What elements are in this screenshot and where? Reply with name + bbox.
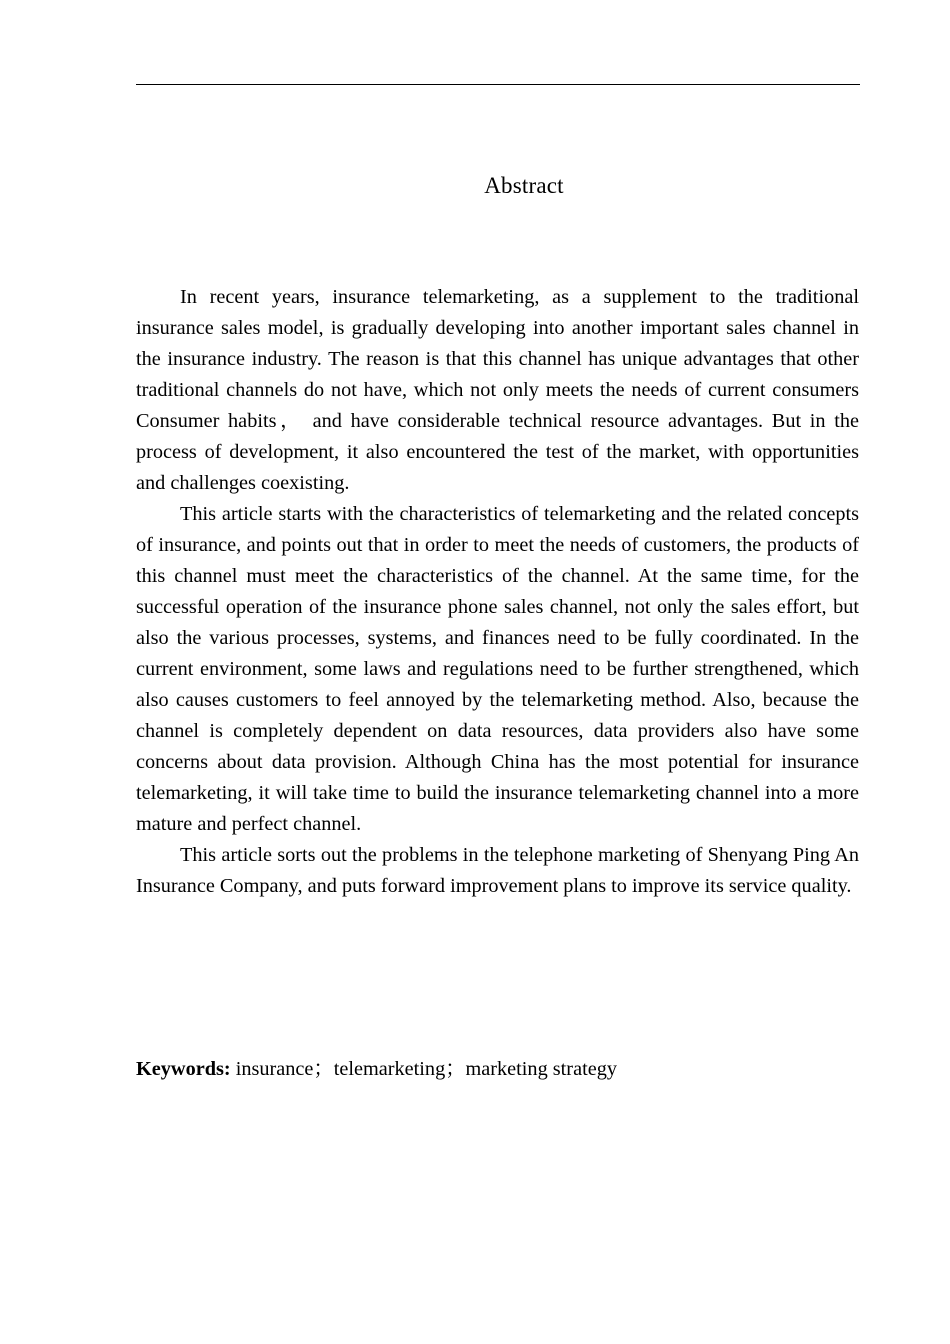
abstract-body — [136, 282, 859, 902]
abstract-paragraph-1: In recent years, insurance telemarketing, as a supplement to the traditional insurance sales model, is gradually developing into another important sales channel in the insurance industry. The reason is that this channel has unique advantages that other traditional channels do not have, which not only meets the needs of current consumers Consumer habits， and have considerable technical resource advantages. But in the process of development, it also encountered the test of the market, with opportunities and challenges coexisting. — [136, 286, 859, 494]
abstract-title: Abstract — [484, 173, 564, 198]
abstract-paragraph-2: This article starts with the characteristics of telemarketing and the related concepts of insurance, and points out that in order to meet the needs of customers, the products of this channel must meet the characteristics of the channel. At the same time, for the successful operation of the insurance phone sales channel, not only the sales effort, but also the various processes, systems, and finances need to be fully coordinated. In the current environment, some laws and regulations need to be further strengthened, which also causes customers to feel annoyed by the telemarketing method. Also, because the channel is completely dependent on data resources, data providers also have some concerns about data provision. Although China has the most potential for insurance telemarketing, it will take time to build the insurance telemarketing channel into a more mature and perfect channel. — [136, 503, 859, 835]
header-rule — [136, 84, 860, 85]
keywords-label: Keywords: — [136, 1058, 231, 1080]
keywords-values: insurance；telemarketing；marketing strategy — [235, 1058, 617, 1080]
keywords-line — [136, 1054, 859, 1085]
abstract-paragraph-3: This article sorts out the problems in the telephone marketing of Shenyang Ping An Insurance Company, and puts forward improvement plans to improve its service quality. — [136, 844, 859, 897]
